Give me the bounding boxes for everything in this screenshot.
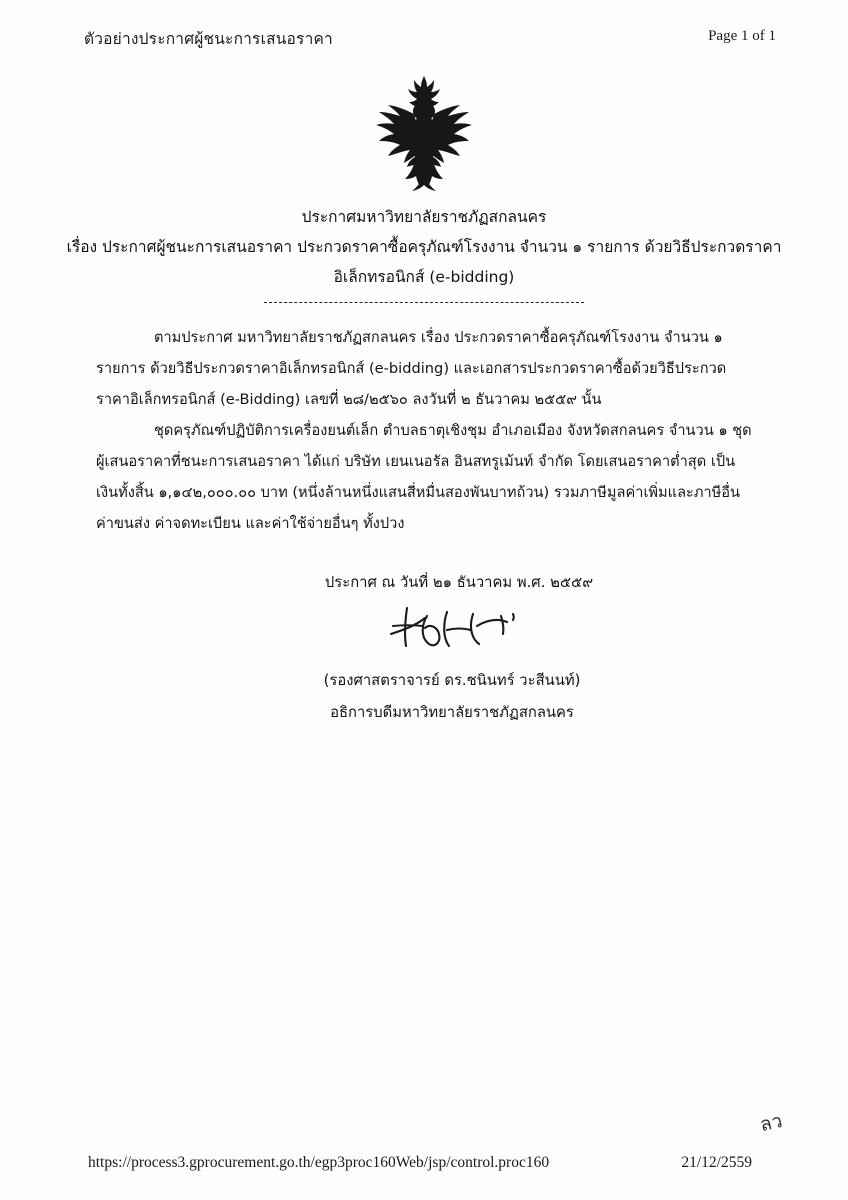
title-divider	[264, 302, 584, 303]
body-paragraph-1: ตามประกาศ มหาวิทยาลัยราชภัฏสกลนคร เรื่อง ประกวดราคาซื้อครุภัณฑ์โรงงาน จำนวน ๑ รายการ ด้วยวิธีประกวดราคาอิเล็กทรอนิกส์ (e-bidding) และเอกสารประกวดราคาซื้อด้วยวิธีประกวดราคาอิเล็กทรอนิกส์ (e-Bidding) เลขที่ ๒๘/๒๕๖๐ ลงวันที่ ๒ ธันวาคม ๒๕๕๙ นั้น	[96, 329, 727, 408]
announcement-date: ประกาศ ณ วันที่ ๒๑ ธันวาคม พ.ศ. ๒๕๕๙	[324, 574, 594, 591]
page-indicator: Page 1 of 1	[708, 28, 776, 44]
document-title-line-1: ประกาศมหาวิทยาลัยราชภัฏสกลนคร	[301, 208, 547, 226]
garuda-emblem-icon	[360, 72, 488, 196]
footer-print-date: 21/12/2559	[681, 1154, 752, 1171]
document-title-block	[0, 202, 848, 292]
signer-role: อธิการบดีมหาวิทยาลัยราชภัฏสกลนคร	[330, 704, 574, 721]
signer-name: (รองศาสตราจารย์ ดร.ชนินทร์ วะสีนนท์)	[323, 672, 581, 689]
signature-container	[0, 600, 848, 656]
handwritten-signature-icon	[377, 600, 527, 656]
body-paragraph-2: ชุดครุภัณฑ์ปฏิบัติการเครื่องยนต์เล็ก ตำบลธาตุเชิงชุม อำเภอเมือง จังหวัดสกลนคร จำนวน ๑ ชุด ผู้เสนอราคาที่ชนะการเสนอราคา ได้แก่ บริษัท เยนเนอรัล อินสทรูเม้นท์ จำกัด โดยเสนอราคาต่ำสุด เป็นเงินทั้งสิ้น ๑,๑๔๒,๐๐๐.๐๐ บาท (หนึ่งล้านหนึ่งแสนสี่หมื่นสองพันบาทถ้วน) รวมภาษีมูลค่าเพิ่มและภาษีอื่น ค่าขนส่ง ค่าจดทะเบียน และค่าใช้จ่ายอื่นๆ ทั้งปวง	[96, 422, 752, 532]
page-footer	[0, 1154, 848, 1178]
footer-source-url: https://process3.gprocurement.go.th/egp3proc160Web/jsp/control.proc160	[88, 1154, 550, 1171]
document-body	[96, 322, 756, 539]
emblem-container	[0, 72, 848, 196]
document-title-line-3: อิเล็กทรอนิกส์ (e-bidding)	[333, 268, 515, 286]
margin-handwritten-mark: ลว	[757, 1109, 785, 1137]
header-document-label: ตัวอย่างประกาศผู้ชนะการเสนอราคา	[84, 30, 333, 48]
document-title-line-2: เรื่อง ประกาศผู้ชนะการเสนอราคา ประกวดราคาซื้อครุภัณฑ์โรงงาน จำนวน ๑ รายการ ด้วยวิธีประกวดราคา	[66, 238, 782, 256]
page-header	[0, 26, 848, 56]
